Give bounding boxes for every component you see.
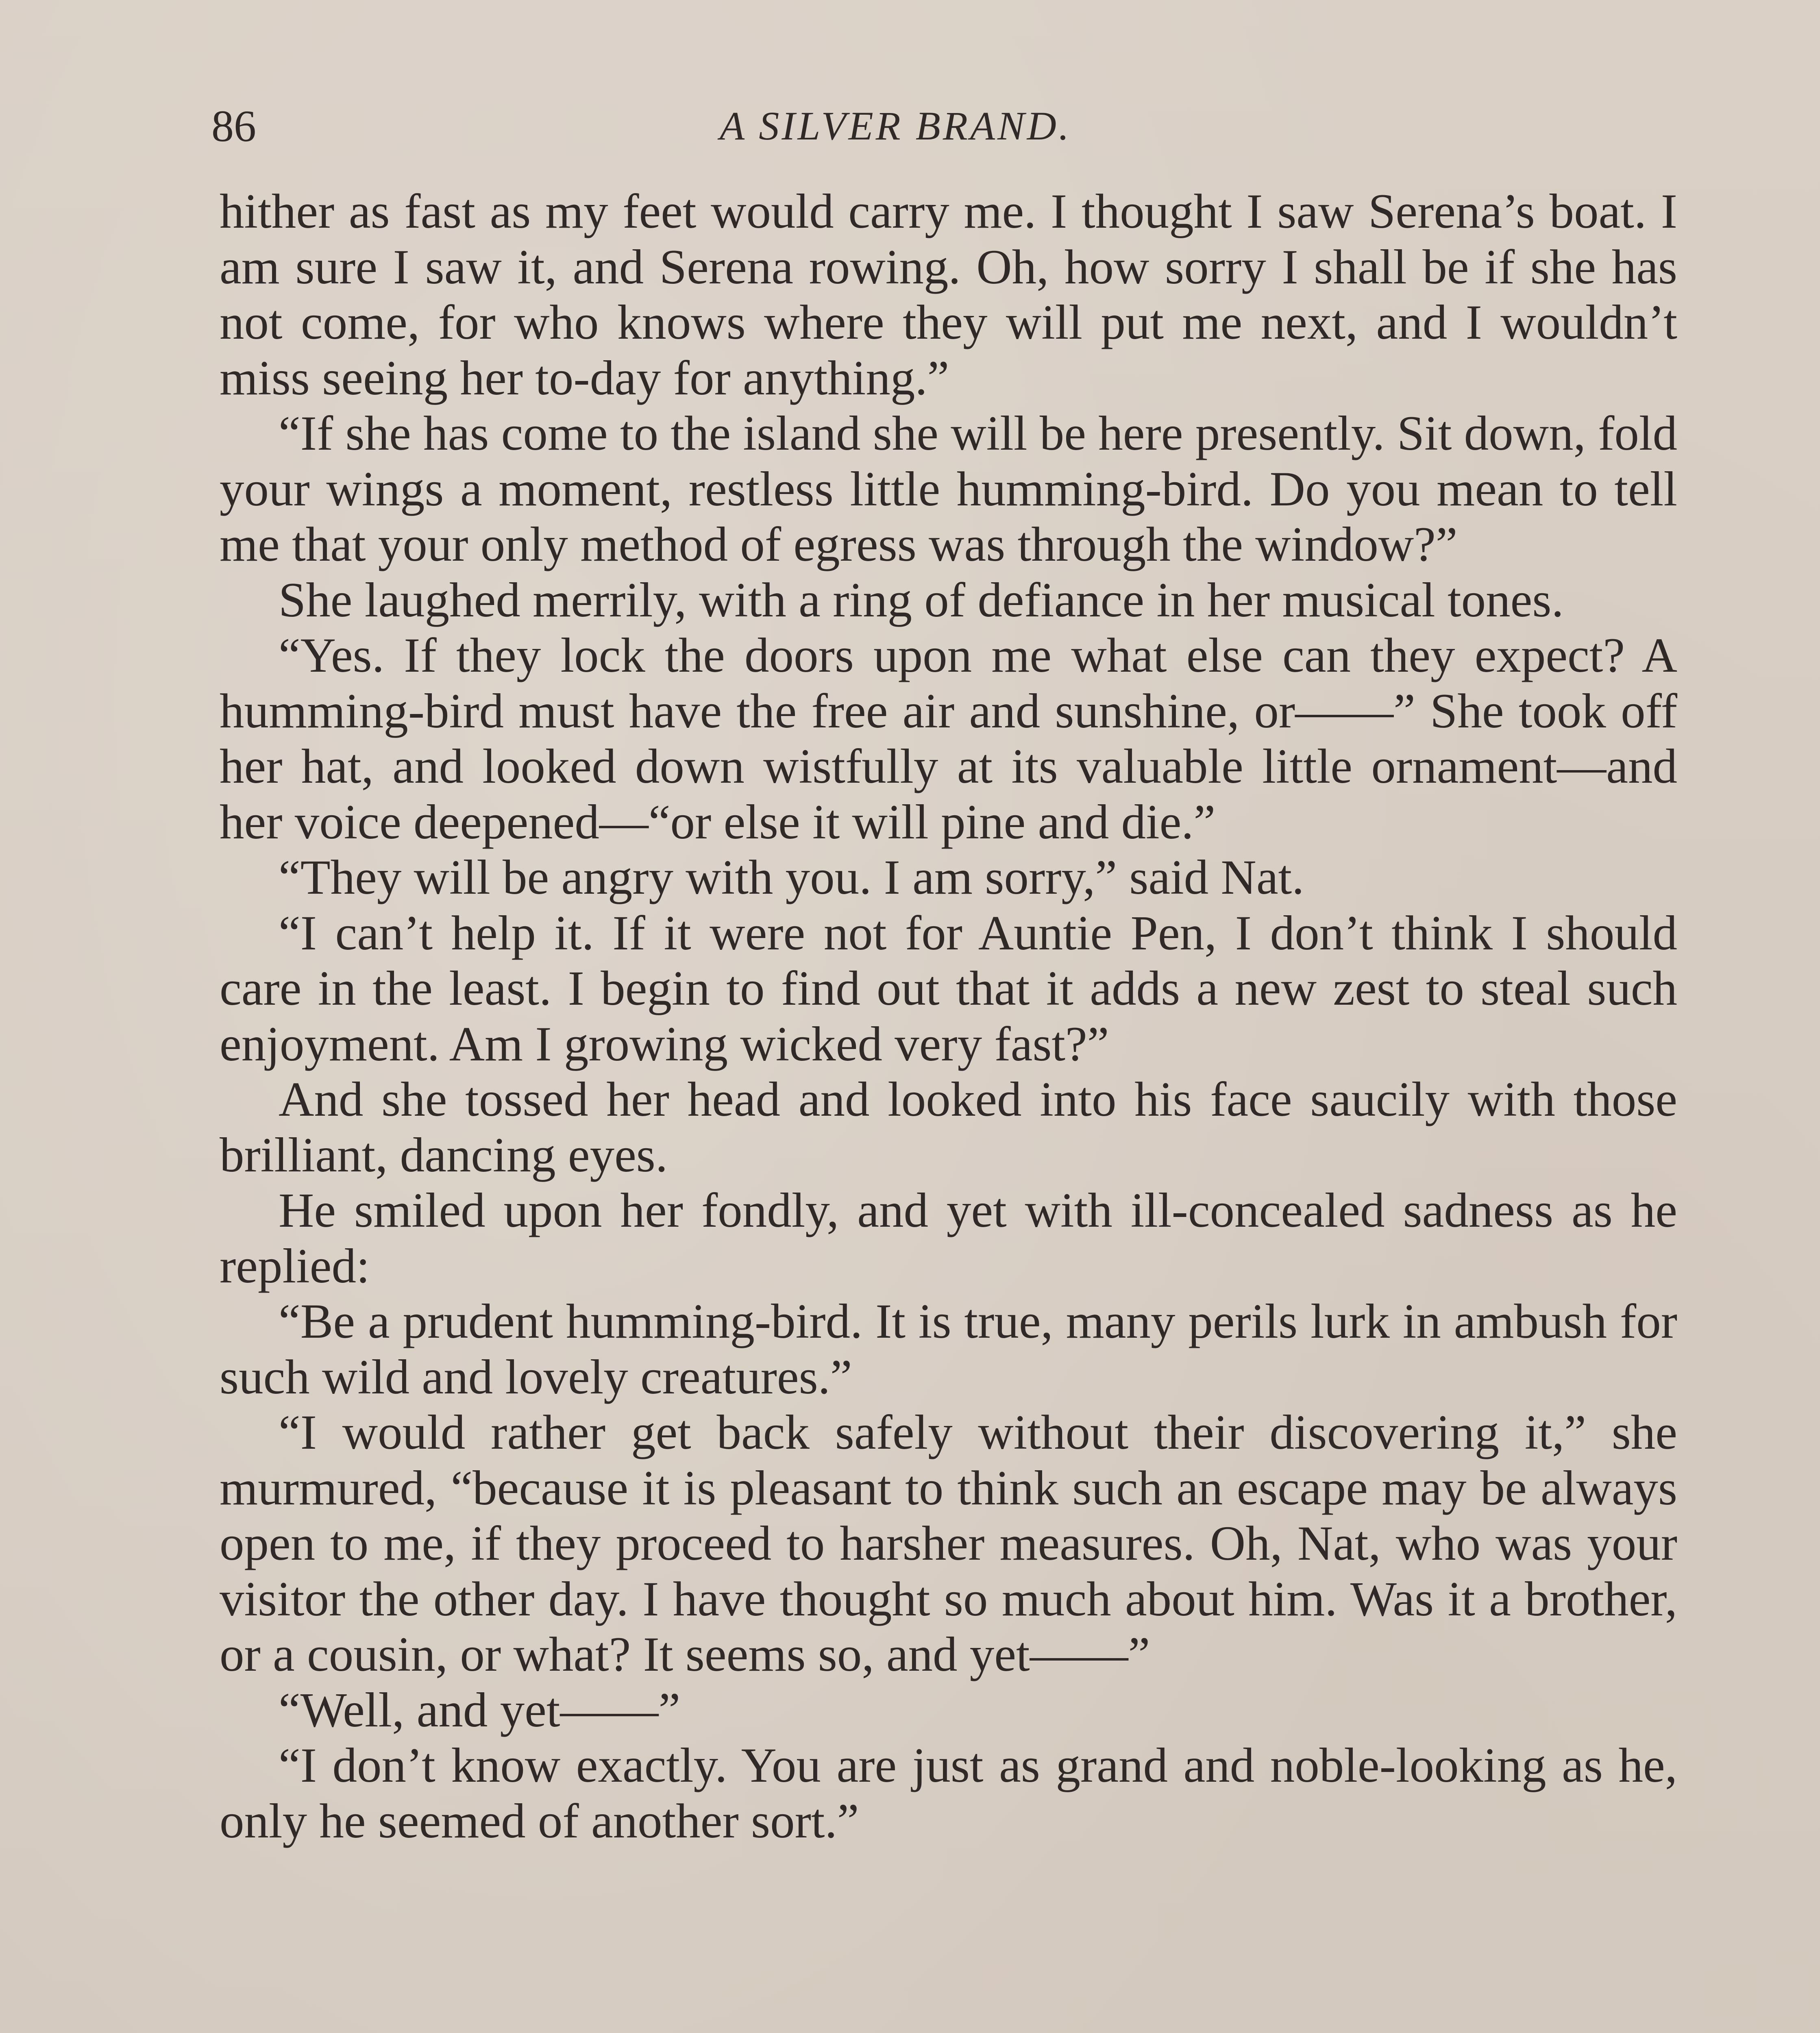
- paragraph: “They will be angry with you. I am sorry,” said Nat.: [279, 850, 1304, 905]
- running-head: A SILVER BRAND.: [720, 103, 1071, 148]
- page-header: [211, 94, 1675, 159]
- paragraph: “I would rather get back safely without their discovering it,” she murmured, “because it is pleasant to think such an escape may be always open to me, if they proceed to harsher measures. Oh, Nat, who was your visitor the other day. I have thought so much about him. Was it a brother, or a cousin, or what? It seems so, and yet——”: [220, 1405, 1677, 1682]
- body-text: [220, 184, 1677, 1849]
- paragraph: “Yes. If they lock the doors upon me what else can they expect? A humming-bird must have the free air and sunshine, or——” She took off her hat, and looked down wistfully at its valuable little ornament—and her voice deepened—“or else it will pine and die.”: [220, 628, 1677, 849]
- paragraph: “I can’t help it. If it were not for Auntie Pen, I don’t think I should care in the least. I begin to find out that it adds a new zest to steal such enjoyment. Am I growing wicked very fast?”: [220, 905, 1677, 1071]
- paragraph: “If she has come to the island she will be here presently. Sit down, fold your wings a moment, restless little humming-bird. Do you mean to tell me that your only method of egress was through the window?”: [220, 406, 1677, 572]
- paragraph: hither as fast as my feet would carry me. I thought I saw Serena’s boat. I am sure I saw it, and Serena rowing. Oh, how sorry I shall be if she has not come, for who knows where they will put me next, and I wouldn’t miss seeing her to-day for anything.”: [220, 184, 1677, 405]
- paragraph: “Be a prudent humming-bird. It is true, many perils lurk in ambush for such wild and lovely creatures.”: [220, 1294, 1677, 1404]
- paragraph: He smiled upon her fondly, and yet with ill-concealed sadness as he replied:: [220, 1183, 1677, 1293]
- paragraph: She laughed merrily, with a ring of defiance in her musical tones.: [279, 572, 1564, 627]
- paragraph: “Well, and yet——”: [279, 1683, 681, 1737]
- paragraph: And she tossed her head and looked into his face saucily with those brilliant, dancing eyes.: [220, 1072, 1677, 1182]
- paragraph: “I don’t know exactly. You are just as grand and noble-looking as he, only he seemed of another sort.”: [220, 1738, 1677, 1848]
- page-number: 86: [211, 101, 256, 151]
